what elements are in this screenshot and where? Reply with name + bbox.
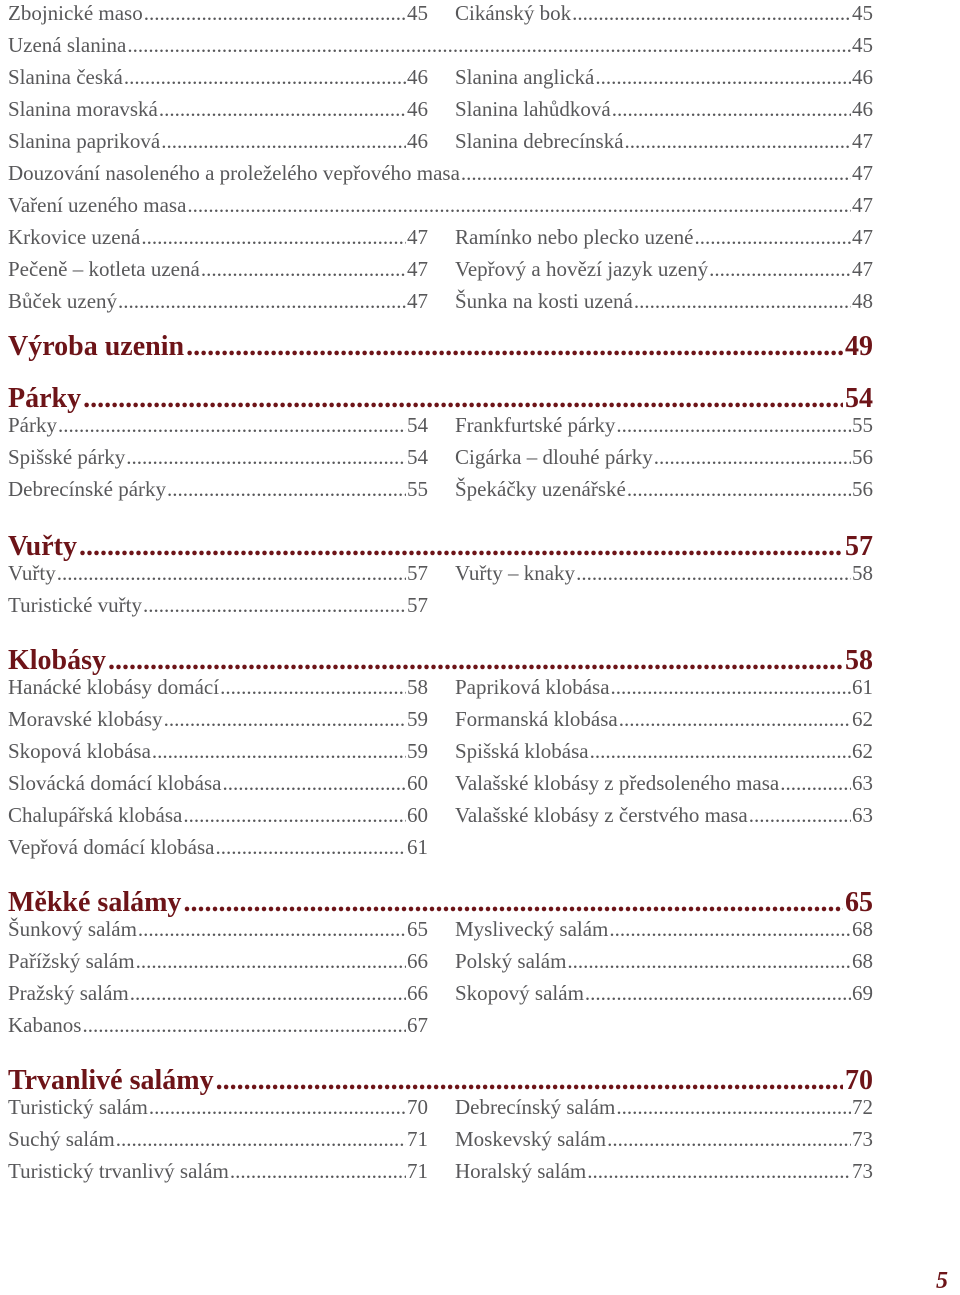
dot-leader	[183, 802, 406, 828]
entry-page-number: 57	[407, 593, 428, 617]
entry-page-number: 62	[852, 707, 873, 731]
toc-entry-right[interactable]	[455, 1126, 873, 1152]
dot-leader	[709, 256, 851, 282]
section-heading[interactable]	[8, 382, 873, 416]
toc-entry-right[interactable]	[455, 256, 873, 282]
entry-title: Slanina anglická	[455, 65, 595, 89]
entry-title: Hanácké klobásy domácí	[8, 675, 220, 699]
dot-leader	[616, 1094, 851, 1120]
entry-title: Myslivecký salám	[455, 917, 609, 941]
entry-title: Pečeně – kotleta uzená	[8, 257, 200, 281]
entry-title: Vuřty – knaky	[455, 561, 576, 585]
toc-entry-right[interactable]	[455, 288, 873, 314]
entry-page-number: 68	[852, 949, 873, 973]
toc-entry-left[interactable]	[8, 0, 428, 26]
entry-title: Slanina papriková	[8, 129, 161, 153]
toc-entry-left[interactable]	[8, 412, 428, 438]
toc-entry-left[interactable]	[8, 444, 428, 470]
dot-leader	[749, 802, 851, 828]
toc-entry-full[interactable]	[8, 32, 873, 58]
entry-title: Krkovice uzená	[8, 225, 141, 249]
section-heading-title: Vuřty	[8, 531, 77, 562]
entry-title: Debrecínský salám	[455, 1095, 616, 1119]
dot-leader	[222, 770, 406, 796]
dot-leader	[590, 738, 851, 764]
entry-page-number: 47	[852, 257, 873, 281]
entry-page-number: 55	[407, 477, 428, 501]
toc-entry-left[interactable]	[8, 1094, 428, 1120]
entry-page-number: 73	[852, 1159, 873, 1183]
dot-leader	[164, 706, 406, 732]
entry-page-number: 58	[407, 675, 428, 699]
toc-entry-left[interactable]	[8, 1012, 428, 1038]
entry-title: Papriková klobása	[455, 675, 610, 699]
entry-title: Frankfurtské párky	[455, 413, 616, 437]
entry-title: Slanina lahůdková	[455, 97, 611, 121]
entry-title: Polský salám	[455, 949, 567, 973]
toc-entry-left[interactable]	[8, 224, 428, 250]
toc-entry-right[interactable]	[455, 706, 873, 732]
entry-title: Slanina debrecínská	[455, 129, 624, 153]
dot-leader	[152, 738, 406, 764]
entry-page-number: 47	[852, 161, 873, 185]
entry-page-number: 73	[852, 1127, 873, 1151]
section-heading-title: Klobásy	[8, 645, 107, 676]
toc-entry-left[interactable]	[8, 476, 428, 502]
dot-leader	[136, 948, 406, 974]
section-heading-title: Měkké salámy	[8, 887, 182, 918]
entry-title: Šunkový salám	[8, 917, 137, 941]
toc-entry-left[interactable]	[8, 1158, 428, 1184]
dot-leader	[567, 948, 851, 974]
page-number: 5	[936, 1268, 948, 1294]
entry-page-number: 66	[407, 949, 428, 973]
entry-page-number: 68	[852, 917, 873, 941]
entry-page-number: 65	[407, 917, 428, 941]
section-heading-page: 57	[845, 531, 873, 562]
entry-page-number: 46	[407, 129, 428, 153]
entry-title: Debrecínské párky	[8, 477, 167, 501]
section-heading-page: 70	[845, 1065, 873, 1096]
entry-page-number: 71	[407, 1127, 428, 1151]
dot-leader	[58, 412, 406, 438]
entry-title: Turistické vuřty	[8, 593, 142, 617]
entry-page-number: 46	[852, 97, 873, 121]
toc-entry-left[interactable]	[8, 1126, 428, 1152]
toc-entry-right[interactable]	[455, 64, 873, 90]
dot-leader	[79, 530, 843, 564]
section-heading-title: Trvanlivé salámy	[8, 1065, 214, 1096]
entry-page-number: 45	[407, 1, 428, 25]
dot-leader	[780, 770, 851, 796]
toc-entry-right[interactable]	[455, 770, 873, 796]
entry-title: Šunka na kosti uzená	[455, 289, 633, 313]
entry-title: Zbojnické maso	[8, 1, 143, 25]
toc-entry-right[interactable]	[455, 224, 873, 250]
toc-entry-left[interactable]	[8, 948, 428, 974]
entry-page-number: 63	[852, 803, 873, 827]
dot-leader	[144, 0, 406, 26]
entry-page-number: 56	[852, 477, 873, 501]
toc-entry-left[interactable]	[8, 592, 428, 618]
toc-entry-left[interactable]	[8, 288, 428, 314]
entry-page-number: 46	[407, 97, 428, 121]
section-heading-title: Výroba uzenin	[8, 331, 185, 362]
entry-page-number: 61	[852, 675, 873, 699]
entry-title: Vepřová domácí klobása	[8, 835, 215, 859]
toc-entry-right[interactable]	[455, 560, 873, 586]
dot-leader	[619, 706, 851, 732]
toc-entry-right[interactable]	[455, 980, 873, 1006]
entry-title: Skopový salám	[455, 981, 584, 1005]
dot-leader	[127, 32, 851, 58]
dot-leader	[627, 476, 851, 502]
dot-leader	[215, 834, 406, 860]
toc-entry-left[interactable]	[8, 738, 428, 764]
dot-leader	[612, 96, 851, 122]
toc-entry-left[interactable]	[8, 674, 428, 700]
dot-leader	[130, 980, 406, 1006]
dot-leader	[167, 476, 406, 502]
entry-title: Valašské klobásy z předsoleného masa	[455, 771, 780, 795]
toc-entry-right[interactable]	[455, 96, 873, 122]
dot-leader	[159, 96, 406, 122]
dot-leader	[611, 674, 851, 700]
dot-leader	[138, 916, 406, 942]
toc-entry-right[interactable]	[455, 738, 873, 764]
toc-entry-left[interactable]	[8, 128, 428, 154]
entry-page-number: 58	[852, 561, 873, 585]
dot-leader	[595, 64, 851, 90]
dot-leader	[118, 288, 406, 314]
entry-title: Špekáčky uzenářské	[455, 477, 626, 501]
section-heading[interactable]	[8, 644, 873, 678]
dot-leader	[625, 128, 851, 154]
entry-page-number: 67	[407, 1013, 428, 1037]
entry-title: Vepřový a hovězí jazyk uzený	[455, 257, 709, 281]
dot-leader	[57, 560, 406, 586]
dot-leader	[83, 382, 843, 416]
entry-title: Horalský salám	[455, 1159, 587, 1183]
entry-page-number: 60	[407, 803, 428, 827]
entry-title: Pražský salám	[8, 981, 129, 1005]
entry-title: Párky	[8, 413, 57, 437]
dot-leader	[183, 886, 843, 920]
dot-leader	[216, 1064, 843, 1098]
dot-leader	[149, 1094, 406, 1120]
dot-leader	[572, 0, 851, 26]
toc-entry-right[interactable]	[455, 444, 873, 470]
toc-entry-right[interactable]	[455, 0, 873, 26]
dot-leader	[161, 128, 406, 154]
toc-entry-right[interactable]	[455, 1094, 873, 1120]
toc-entry-right[interactable]	[455, 476, 873, 502]
entry-page-number: 47	[407, 257, 428, 281]
entry-page-number: 47	[852, 193, 873, 217]
dot-leader	[585, 980, 851, 1006]
entry-title: Slanina moravská	[8, 97, 158, 121]
entry-title: Cigárka – dlouhé párky	[455, 445, 653, 469]
entry-title: Bůček uzený	[8, 289, 118, 313]
entry-page-number: 71	[407, 1159, 428, 1183]
entry-title: Moskevský salám	[455, 1127, 607, 1151]
section-heading-page: 54	[845, 383, 873, 414]
entry-title: Douzování nasoleného a proleželého vepřového masa	[8, 161, 460, 185]
entry-title: Turistický trvanlivý salám	[8, 1159, 229, 1183]
entry-page-number: 72	[852, 1095, 873, 1119]
entry-page-number: 57	[407, 561, 428, 585]
dot-leader	[230, 1158, 406, 1184]
entry-title: Skopová klobása	[8, 739, 151, 763]
entry-title: Slanina česká	[8, 65, 123, 89]
section-heading-title: Párky	[8, 383, 82, 414]
entry-page-number: 48	[852, 289, 873, 313]
entry-title: Ramínko nebo plecko uzené	[455, 225, 694, 249]
toc-entry-right[interactable]	[455, 916, 873, 942]
dot-leader	[201, 256, 406, 282]
entry-page-number: 47	[407, 289, 428, 313]
dot-leader	[126, 444, 406, 470]
entry-page-number: 63	[852, 771, 873, 795]
entry-title: Cikánský bok	[455, 1, 572, 25]
entry-page-number: 59	[407, 707, 428, 731]
dot-leader	[186, 330, 843, 364]
dot-leader	[82, 1012, 406, 1038]
entry-page-number: 69	[852, 981, 873, 1005]
section-heading[interactable]	[8, 530, 873, 564]
entry-page-number: 61	[407, 835, 428, 859]
entry-title: Suchý salám	[8, 1127, 115, 1151]
entry-title: Turistický salám	[8, 1095, 148, 1119]
toc-entry-left[interactable]	[8, 802, 428, 828]
dot-leader	[143, 592, 406, 618]
entry-page-number: 47	[852, 129, 873, 153]
dot-leader	[461, 160, 851, 186]
entry-page-number: 54	[407, 445, 428, 469]
dot-leader	[587, 1158, 851, 1184]
entry-page-number: 46	[852, 65, 873, 89]
entry-page-number: 56	[852, 445, 873, 469]
entry-title: Spišské párky	[8, 445, 126, 469]
entry-page-number: 66	[407, 981, 428, 1005]
dot-leader	[654, 444, 851, 470]
entry-page-number: 47	[852, 225, 873, 249]
section-heading[interactable]	[8, 1064, 873, 1098]
toc-entry-left[interactable]	[8, 980, 428, 1006]
toc-entry-right[interactable]	[455, 128, 873, 154]
entry-title: Valašské klobásy z čerstvého masa	[455, 803, 748, 827]
dot-leader	[695, 224, 851, 250]
dot-leader	[609, 916, 851, 942]
entry-page-number: 45	[852, 1, 873, 25]
toc-entry-right[interactable]	[455, 948, 873, 974]
entry-title: Chalupářská klobása	[8, 803, 183, 827]
entry-title: Spišská klobása	[455, 739, 589, 763]
entry-page-number: 59	[407, 739, 428, 763]
entry-title: Kabanos	[8, 1013, 82, 1037]
entry-page-number: 54	[407, 413, 428, 437]
dot-leader	[108, 644, 843, 678]
toc-entry-left[interactable]	[8, 560, 428, 586]
entry-title: Moravské klobásy	[8, 707, 163, 731]
entry-page-number: 55	[852, 413, 873, 437]
dot-leader	[576, 560, 851, 586]
entry-page-number: 70	[407, 1095, 428, 1119]
toc-entry-right[interactable]	[455, 674, 873, 700]
entry-title: Vuřty	[8, 561, 56, 585]
toc-entry-full[interactable]	[8, 160, 873, 186]
entry-title: Vaření uzeného masa	[8, 193, 187, 217]
dot-leader	[187, 192, 851, 218]
toc-entry-left[interactable]	[8, 916, 428, 942]
section-heading-page: 49	[845, 331, 873, 362]
section-heading[interactable]	[8, 886, 873, 920]
dot-leader	[616, 412, 851, 438]
entry-title: Formanská klobása	[455, 707, 618, 731]
entry-page-number: 60	[407, 771, 428, 795]
section-heading[interactable]	[8, 330, 873, 364]
dot-leader	[141, 224, 406, 250]
toc-entry-full[interactable]	[8, 192, 873, 218]
toc-entry-left[interactable]	[8, 706, 428, 732]
entry-page-number: 45	[852, 33, 873, 57]
toc-entry-left[interactable]	[8, 834, 428, 860]
entry-page-number: 47	[407, 225, 428, 249]
entry-page-number: 62	[852, 739, 873, 763]
entry-title: Slovácká domácí klobása	[8, 771, 222, 795]
toc-entry-left[interactable]	[8, 64, 428, 90]
dot-leader	[607, 1126, 851, 1152]
dot-leader	[116, 1126, 406, 1152]
entry-page-number: 46	[407, 65, 428, 89]
toc-entry-right[interactable]	[455, 802, 873, 828]
dot-leader	[634, 288, 851, 314]
entry-title: Pařížský salám	[8, 949, 135, 973]
dot-leader	[220, 674, 406, 700]
section-heading-page: 65	[845, 887, 873, 918]
dot-leader	[124, 64, 406, 90]
toc-entry-left[interactable]	[8, 256, 428, 282]
entry-title: Uzená slanina	[8, 33, 127, 57]
toc-entry-left[interactable]	[8, 770, 428, 796]
section-heading-page: 58	[845, 645, 873, 676]
toc-entry-right[interactable]	[455, 412, 873, 438]
toc-entry-right[interactable]	[455, 1158, 873, 1184]
toc-entry-left[interactable]	[8, 96, 428, 122]
